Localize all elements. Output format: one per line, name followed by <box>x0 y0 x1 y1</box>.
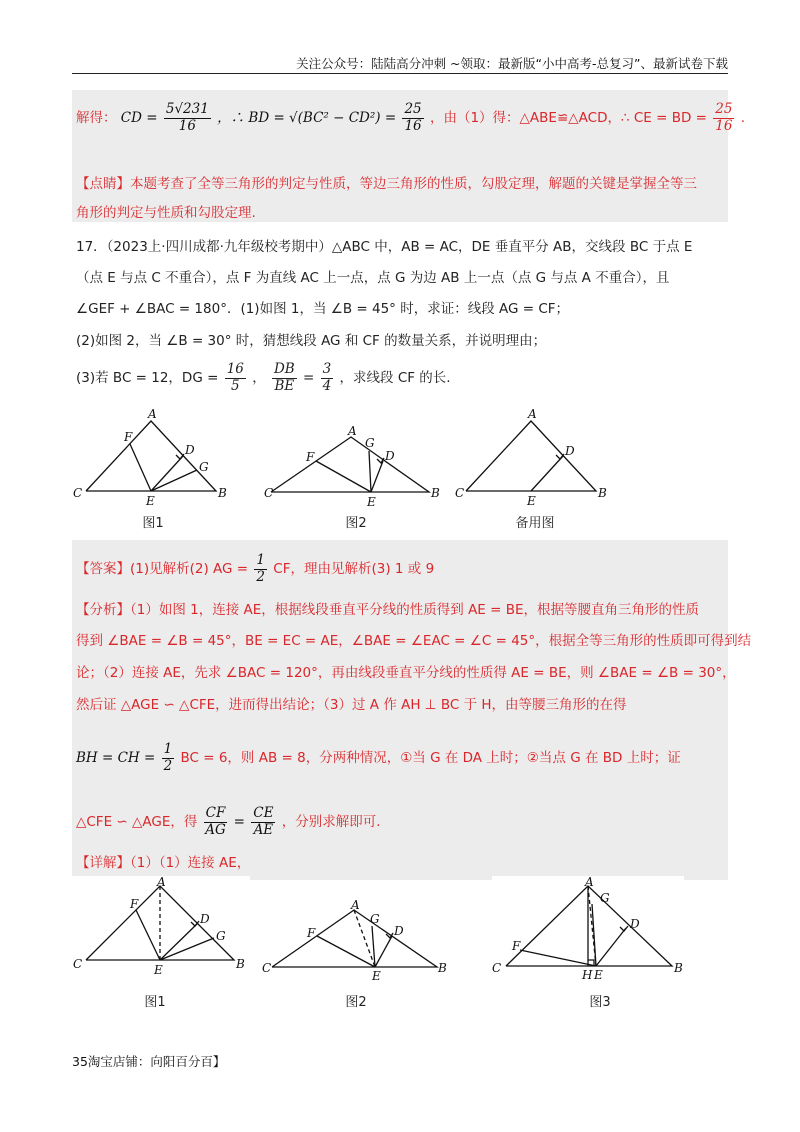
analysis-ce-ae <box>251 806 275 838</box>
svg-text:D: D <box>630 917 640 931</box>
svg-text:E: E <box>146 494 155 508</box>
analysis-ae: AE <box>253 821 274 838</box>
figure-1-top <box>70 405 230 510</box>
svg-text:B: B <box>431 486 440 500</box>
svg-text:E: E <box>154 963 163 977</box>
cd-lhs: CD = <box>120 110 158 127</box>
svg-text:C: C <box>264 486 274 500</box>
svg-text:D: D <box>394 924 404 938</box>
answer-frac-num: 1 <box>256 552 265 568</box>
figure-3-bottom <box>492 876 684 980</box>
db-num: DB <box>273 361 295 377</box>
analysis-half-num: 1 <box>163 741 173 757</box>
caption-fig1-top: 图1 <box>142 516 164 531</box>
svg-text:F: F <box>130 897 139 911</box>
svg-text:G: G <box>600 891 610 905</box>
problem-line-2: （点 E 与点 C 不重合），点 F 为直线 AC 上一点，点 G 为边 AB 上一点（点 G 与点 A 不重合），且 <box>76 270 670 286</box>
problem-line-4: (2)如图 2，当 ∠B = 30° 时，猜想线段 AG 和 CF 的数量关系，并说明理由； <box>76 333 547 349</box>
analysis-line-3: 论；（2）连接 AE，先求 ∠BAC = 120°，再由线段垂直平分线的性质得 AE = BE，则 ∠BAE = ∠B = 30°， <box>76 665 736 681</box>
svg-text:G: G <box>199 460 209 474</box>
problem-sep: ， <box>252 370 266 387</box>
bd-num: 25 <box>404 101 422 117</box>
ratio-fraction <box>321 362 334 394</box>
bd-fraction <box>402 102 423 134</box>
caption-fig2-top: 图2 <box>345 516 367 531</box>
figure-2-bottom <box>262 898 447 985</box>
bd-expr: ，∴ BD = √(BC² − CD²) = <box>217 110 397 127</box>
figure-1-bottom <box>72 876 250 976</box>
analysis-bh-ch: BH = CH = <box>76 750 156 767</box>
page-header: 关注公众号：陆陆高分冲刺 ~领取：最新版“小中高考-总复习”、最新试卷下载 <box>296 56 728 71</box>
figure-2-top <box>264 424 440 510</box>
solution-line <box>76 102 745 134</box>
svg-text:D: D <box>385 449 395 463</box>
svg-text:G: G <box>216 929 226 943</box>
analysis-ce: CE <box>253 805 274 821</box>
solution-end: . <box>740 110 746 127</box>
analysis-line-4: 然后证 △AGE ∽ △CFE，进而得出结论；（3）过 A 作 AH ⊥ BC 于 H，由等腰三角形的在得 <box>76 697 627 713</box>
analysis-cf: CF <box>205 805 226 821</box>
analysis-ag: AG <box>205 821 226 838</box>
svg-text:E: E <box>527 494 536 508</box>
analysis-line-5 <box>76 742 681 774</box>
svg-text:F: F <box>124 430 133 444</box>
problem-part3-d: ，求线段 CF 的长. <box>339 370 451 387</box>
comment-line-1: 【点睛】本题考查了全等三角形的判定与性质，等边三角形的性质，勾股定理，解题的关键是掌握全等三 <box>76 176 697 192</box>
svg-text:F: F <box>306 450 315 464</box>
svg-text:F: F <box>307 926 316 940</box>
caption-fig3-bottom: 图3 <box>589 995 611 1010</box>
ratio-den: 4 <box>322 377 332 394</box>
svg-text:B: B <box>674 961 683 975</box>
svg-text:A: A <box>528 407 537 421</box>
caption-fig3-top: 备用图 <box>515 516 555 531</box>
ce-num: 25 <box>715 101 733 117</box>
analysis-half-fraction <box>162 742 175 774</box>
cd-num: 5√231 <box>165 101 209 117</box>
dg-num: 16 <box>226 361 244 377</box>
analysis-cases: BC = 6，则 AB = 8，分两种情况，①当 G 在 DA 上时；②当点 G 在 BD 上时；证 <box>180 750 681 767</box>
problem-eq: = <box>303 370 315 387</box>
svg-text:C: C <box>455 486 465 500</box>
caption-fig2-bottom: 图2 <box>345 995 367 1010</box>
svg-text:G: G <box>365 436 375 450</box>
svg-text:B: B <box>218 486 227 500</box>
analysis-eq: = <box>233 814 245 831</box>
header-rule <box>72 73 728 74</box>
svg-text:C: C <box>73 486 83 500</box>
cd-fraction <box>164 102 211 134</box>
dg-fraction <box>225 362 246 394</box>
bd-den: 16 <box>404 117 422 134</box>
svg-text:B: B <box>598 486 607 500</box>
problem-line-1: 17．（2023上·四川成都·九年级校考期中）△ABC 中，AB = AC，DE 垂直平分 AB，交线段 BC 于点 E <box>76 239 693 255</box>
svg-text:E: E <box>372 969 381 983</box>
svg-text:A: A <box>348 424 357 438</box>
svg-text:A: A <box>148 407 157 421</box>
answer-fraction <box>254 553 267 585</box>
svg-text:E: E <box>367 495 376 509</box>
answer-part-a: 【答案】(1)见解析(2) AG = <box>76 561 249 578</box>
caption-fig1-bottom: 图1 <box>144 995 166 1010</box>
svg-text:A: A <box>157 875 166 889</box>
problem-part3-a: (3)若 BC = 12，DG = <box>76 370 219 387</box>
figure-3-top <box>455 405 615 510</box>
answer-part-b: CF，理由见解析(3) 1 或 9 <box>273 561 435 578</box>
page-footer: 35淘宝店铺：向阳百分百】 <box>72 1054 226 1069</box>
dg-den: 5 <box>231 377 240 394</box>
svg-text:B: B <box>438 961 447 975</box>
ratio-num: 3 <box>322 361 332 377</box>
svg-text:D: D <box>565 444 575 458</box>
problem-line-3: ∠GEF + ∠BAC = 180°．(1)如图 1，当 ∠B = 45° 时，求证：线段 AG = CF； <box>76 301 570 317</box>
solution-prefix: 解得： <box>76 110 117 127</box>
svg-text:A: A <box>585 875 594 889</box>
cd-den: 16 <box>178 117 196 134</box>
svg-text:H: H <box>582 968 593 982</box>
analysis-line-6 <box>76 806 381 838</box>
analysis-end: ，分别求解即可. <box>281 814 381 831</box>
answer-frac-den: 2 <box>256 568 265 585</box>
svg-text:C: C <box>262 961 272 975</box>
svg-text:B: B <box>236 957 245 971</box>
db-be-fraction <box>272 362 297 394</box>
analysis-half-den: 2 <box>163 757 173 774</box>
problem-line-5 <box>76 362 451 394</box>
analysis-line-1: 【分析】（1）如图 1，连接 AE，根据线段垂直平分线的性质得到 AE = BE，根据等腰直角三角形的性质 <box>76 602 700 618</box>
comment-line-2: 角形的判定与性质和勾股定理. <box>76 205 256 221</box>
svg-text:A: A <box>351 898 360 912</box>
svg-text:C: C <box>73 957 83 971</box>
analysis-similar: △CFE ∽ △AGE，得 <box>76 814 198 831</box>
svg-text:F: F <box>512 939 521 953</box>
answer-line <box>76 553 434 585</box>
mid-text: ，由（1）得：△ABE≌△ACD，∴ CE = BD = <box>429 110 707 127</box>
db-den: BE <box>274 377 295 394</box>
svg-text:C: C <box>492 961 502 975</box>
svg-text:G: G <box>370 912 380 926</box>
svg-text:D: D <box>200 912 210 926</box>
analysis-cf-ag <box>204 806 228 838</box>
svg-text:E: E <box>594 968 603 982</box>
detail-line: 【详解】（1）（1）连接 AE， <box>76 855 251 871</box>
analysis-line-2: 得到 ∠BAE = ∠B = 45°，BE = EC = AE，∠BAE = ∠EAC = ∠C = 45°，根据全等三角形的性质即可得到结 <box>76 633 752 649</box>
ce-den: 16 <box>715 117 733 134</box>
ce-fraction <box>713 102 734 134</box>
svg-text:D: D <box>185 443 195 457</box>
